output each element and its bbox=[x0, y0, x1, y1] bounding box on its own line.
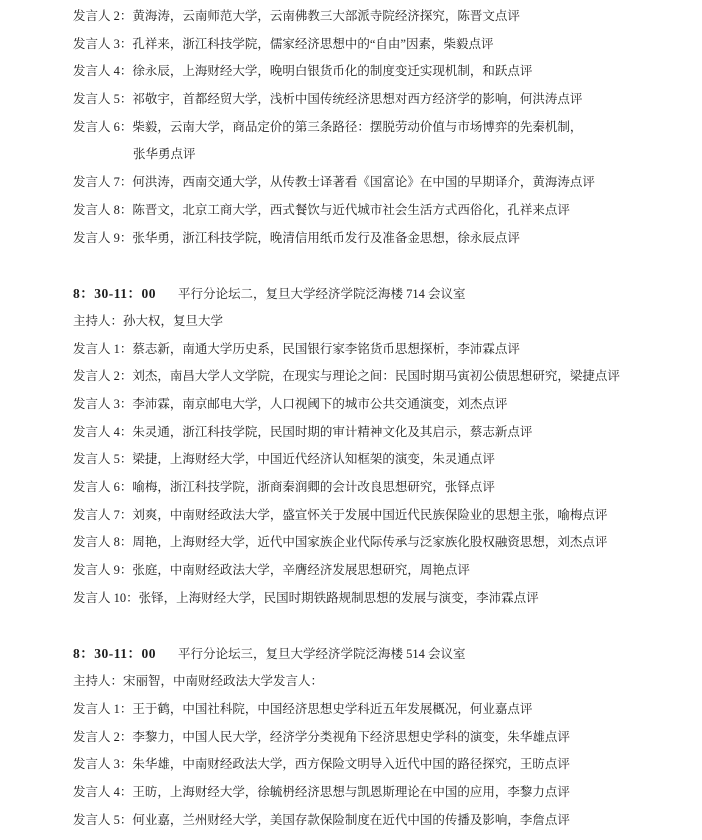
speaker-line: 发言人 7：刘爽，中南财经政法大学，盛宣怀关于发展中国近代民族保险业的思想主张，喻梅点评 bbox=[73, 507, 608, 522]
session-time: 8：30-11：00 bbox=[73, 286, 157, 302]
speaker-line: 发言人 2：李黎力，中国人民大学，经济学分类视角下经济思想史学科的演变，朱华雄点评 bbox=[73, 729, 570, 744]
moderator-line: 主持人：孙大权，复旦大学 bbox=[73, 313, 224, 328]
speaker-line: 发言人 5：何业嘉，兰州财经大学，美国存款保险制度在近代中国的传播及影响，李詹点评 bbox=[73, 812, 570, 827]
speaker-line: 发言人 4：朱灵通，浙江科技学院，民国时期的审计精神文化及其启示，蔡志新点评 bbox=[73, 424, 533, 439]
session-heading bbox=[73, 280, 694, 308]
session-section bbox=[73, 640, 694, 834]
speaker-line: 发言人 1：王于鹤，中国社科院，中国经济思想史学科近五年发展概况，何业嘉点评 bbox=[73, 701, 533, 716]
speaker-line: 发言人 5：梁捷，上海财经大学，中国近代经济认知框架的演变，朱灵通点评 bbox=[73, 452, 495, 467]
session-time: 8：30-11：00 bbox=[73, 646, 157, 662]
speaker-line: 发言人 10：张铎，上海财经大学，民国时期铁路规制思想的发展与演变，李沛霖点评 bbox=[73, 590, 539, 605]
speaker-line: 发言人 6：柴毅，云南大学，商品定价的第三条路径：摆脱劳动价值与市场博弈的先秦机制， bbox=[73, 119, 583, 134]
speaker-line: 发言人 8：陈晋文，北京工商大学，西式餐饮与近代城市社会生活方式西俗化，孔祥来点评 bbox=[73, 202, 570, 217]
session-heading bbox=[73, 640, 694, 668]
moderator-line: 主持人：宋丽智，中南财经政法大学发言人： bbox=[73, 674, 324, 689]
speaker-line: 发言人 7：何洪涛，西南交通大学，从传教士译著看《国富论》在中国的早期译介，黄海涛点评 bbox=[73, 175, 595, 190]
speaker-line: 发言人 4：王昉，上海财经大学，徐毓枬经济思想与凯恩斯理论在中国的应用，李黎力点评 bbox=[73, 784, 570, 799]
speaker-line: 发言人 6：喻梅，浙江科技学院，浙商秦润卿的会计改良思想研究，张铎点评 bbox=[73, 480, 495, 494]
speaker-line: 发言人 3：李沛霖，南京邮电大学，人口视阈下的城市公共交通演变，刘杰点评 bbox=[73, 396, 508, 411]
session-section bbox=[73, 3, 694, 252]
speaker-line-continuation: 张华勇点评 bbox=[133, 147, 196, 162]
speaker-line: 发言人 4：徐永辰，上海财经大学，晚明白银货币化的制度变迁实现机制，和跃点评 bbox=[73, 64, 533, 79]
speaker-line: 发言人 9：张华勇，浙江科技学院，晚清信用纸币发行及准备金思想，徐永辰点评 bbox=[73, 230, 520, 245]
speaker-line: 发言人 3：孔祥来，浙江科技学院，儒家经济思想中的“自由”因素，柴毅点评 bbox=[73, 36, 494, 51]
speaker-line: 发言人 2：黄海涛，云南师范大学，云南佛教三大部派寺院经济探究，陈晋文点评 bbox=[73, 9, 520, 23]
speaker-line: 发言人 1：蔡志新，南通大学历史系，民国银行家李铭货币思想探析，李沛霖点评 bbox=[73, 341, 520, 356]
speaker-line: 发言人 5：祁敬宇，首都经贸大学，浅析中国传统经济思想对西方经济学的影响，何洪涛点评 bbox=[73, 92, 583, 107]
session-title: 平行分论坛三，复旦大学经济学院泛海楼 514 会议室 bbox=[178, 647, 466, 662]
session-title: 平行分论坛二，复旦大学经济学院泛海楼 714 会议室 bbox=[178, 287, 466, 302]
speaker-line: 发言人 3：朱华雄，中南财经政法大学，西方保险文明导入近代中国的路径探究，王昉点评 bbox=[73, 757, 570, 772]
speaker-line: 发言人 2：刘杰，南昌大学人文学院，在现实与理论之间：民国时期马寅初公债思想研究，梁捷点评 bbox=[73, 369, 620, 384]
speaker-line: 发言人 8：周艳，上海财经大学，近代中国家族企业代际传承与泛家族化股权融资思想，刘杰点评 bbox=[73, 535, 608, 550]
speaker-line: 发言人 9：张庭，中南财经政法大学，辛膺经济发展思想研究，周艳点评 bbox=[73, 563, 470, 578]
session-section bbox=[73, 280, 694, 612]
